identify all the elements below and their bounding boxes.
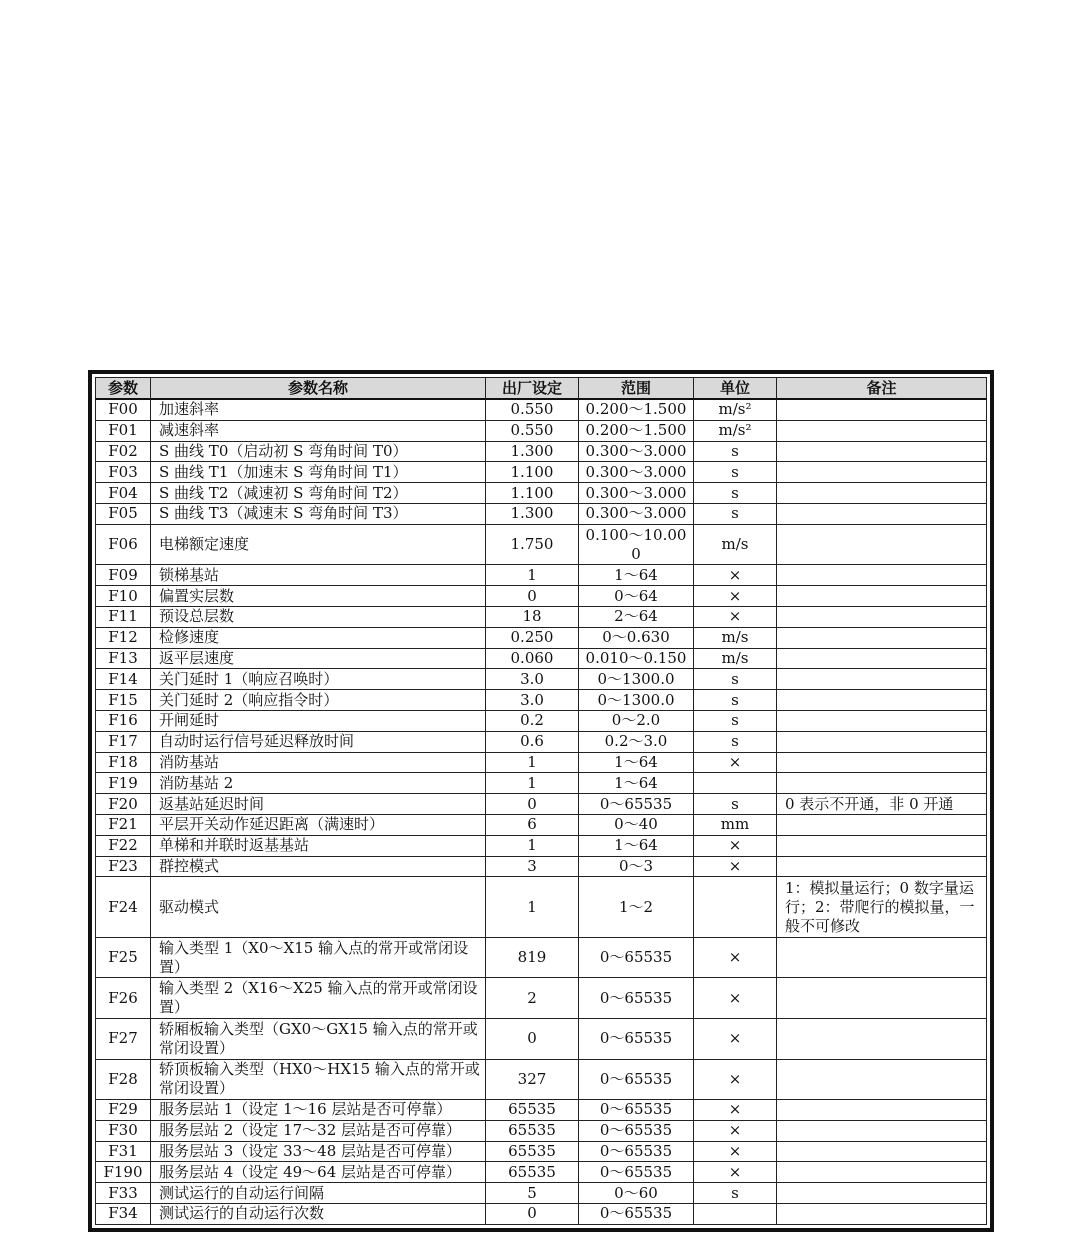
table-body xyxy=(96,399,987,1224)
param-name-cell: 轿顶板输入类型（HX0～HX15 输入点的常开或常闭设置） xyxy=(151,1059,486,1100)
param-code-cell: F03 xyxy=(96,462,151,483)
default-value-cell: 65535 xyxy=(486,1141,579,1162)
note-cell xyxy=(777,710,987,731)
range-cell: 0～0.630 xyxy=(579,627,694,648)
table-row xyxy=(96,483,987,504)
param-code-cell: F02 xyxy=(96,441,151,462)
range-cell: 0～65535 xyxy=(579,1162,694,1183)
note-cell xyxy=(777,814,987,835)
param-name-cell: 电梯额定速度 xyxy=(151,524,486,565)
table-row xyxy=(96,606,987,627)
param-code-cell: F00 xyxy=(96,399,151,420)
param-code-cell: F09 xyxy=(96,565,151,586)
param-name-cell: 返基站延迟时间 xyxy=(151,794,486,815)
note-cell xyxy=(777,669,987,690)
unit-cell: s xyxy=(694,503,777,524)
table-row xyxy=(96,731,987,752)
default-value-cell: 3.0 xyxy=(486,690,579,711)
table-row xyxy=(96,794,987,815)
unit-cell xyxy=(694,1204,777,1225)
range-cell: 0.300～3.000 xyxy=(579,483,694,504)
range-cell: 0～65535 xyxy=(579,794,694,815)
param-code-cell: F12 xyxy=(96,627,151,648)
table-row xyxy=(96,669,987,690)
range-cell: 0～65535 xyxy=(579,1204,694,1225)
unit-cell: s xyxy=(694,731,777,752)
range-cell: 0～2.0 xyxy=(579,710,694,731)
param-code-cell: F25 xyxy=(96,937,151,978)
range-cell: 0～65535 xyxy=(579,1141,694,1162)
param-name-cell: 关门延时 2（响应指令时） xyxy=(151,690,486,711)
default-value-cell: 1 xyxy=(486,752,579,773)
range-cell: 0.300～3.000 xyxy=(579,462,694,483)
param-code-cell: F31 xyxy=(96,1141,151,1162)
param-code-cell: F27 xyxy=(96,1018,151,1059)
unit-cell: × xyxy=(694,978,777,1019)
unit-cell: m/s² xyxy=(694,399,777,420)
table-row xyxy=(96,420,987,441)
note-cell xyxy=(777,420,987,441)
default-value-cell: 1 xyxy=(486,565,579,586)
param-name-cell: S 曲线 T3（减速末 S 弯角时间 T3） xyxy=(151,503,486,524)
param-name-cell: 群控模式 xyxy=(151,856,486,877)
param-code-cell: F33 xyxy=(96,1183,151,1204)
range-cell: 0～64 xyxy=(579,586,694,607)
note-cell xyxy=(777,1162,987,1183)
header-unit: 单位 xyxy=(694,378,777,400)
header-range: 范围 xyxy=(579,378,694,400)
param-name-cell: 开闸延时 xyxy=(151,710,486,731)
table-row xyxy=(96,441,987,462)
default-value-cell: 0.2 xyxy=(486,710,579,731)
header-default: 出厂设定 xyxy=(486,378,579,400)
note-cell xyxy=(777,586,987,607)
param-name-cell: 服务层站 3（设定 33～48 层站是否可停靠） xyxy=(151,1141,486,1162)
table-row xyxy=(96,399,987,420)
unit-cell: × xyxy=(694,606,777,627)
param-code-cell: F14 xyxy=(96,669,151,690)
table-row xyxy=(96,1183,987,1204)
param-name-cell: 服务层站 4（设定 49～64 层站是否可停靠） xyxy=(151,1162,486,1183)
range-cell: 0～1300.0 xyxy=(579,690,694,711)
header-code: 参数 xyxy=(96,378,151,400)
param-code-cell: F28 xyxy=(96,1059,151,1100)
note-cell xyxy=(777,441,987,462)
param-name-cell: 检修速度 xyxy=(151,627,486,648)
note-cell xyxy=(777,1100,987,1121)
default-value-cell: 1 xyxy=(486,773,579,794)
table-row xyxy=(96,1120,987,1141)
default-value-cell: 327 xyxy=(486,1059,579,1100)
range-cell: 0～40 xyxy=(579,814,694,835)
parameter-table-frame xyxy=(88,370,994,1232)
unit-cell: × xyxy=(694,565,777,586)
param-code-cell: F04 xyxy=(96,483,151,504)
note-cell xyxy=(777,462,987,483)
param-name-cell: 服务层站 1（设定 1～16 层站是否可停靠） xyxy=(151,1100,486,1121)
param-name-cell: S 曲线 T2（减速初 S 弯角时间 T2） xyxy=(151,483,486,504)
note-cell xyxy=(777,1018,987,1059)
unit-cell: m/s xyxy=(694,524,777,565)
note-cell xyxy=(777,773,987,794)
default-value-cell: 2 xyxy=(486,978,579,1019)
note-cell xyxy=(777,627,987,648)
param-name-cell: 锁梯基站 xyxy=(151,565,486,586)
note-cell xyxy=(777,1059,987,1100)
note-cell xyxy=(777,690,987,711)
table-row xyxy=(96,648,987,669)
default-value-cell: 1.100 xyxy=(486,462,579,483)
table-row xyxy=(96,1141,987,1162)
default-value-cell: 65535 xyxy=(486,1162,579,1183)
table-row xyxy=(96,1100,987,1121)
table-row xyxy=(96,565,987,586)
table-row xyxy=(96,586,987,607)
range-cell: 0.300～3.000 xyxy=(579,503,694,524)
default-value-cell: 1 xyxy=(486,835,579,856)
unit-cell: × xyxy=(694,1018,777,1059)
default-value-cell: 819 xyxy=(486,937,579,978)
unit-cell: × xyxy=(694,1059,777,1100)
param-name-cell: 返平层速度 xyxy=(151,648,486,669)
note-cell xyxy=(777,399,987,420)
note-cell xyxy=(777,856,987,877)
unit-cell: s xyxy=(694,1183,777,1204)
param-code-cell: F16 xyxy=(96,710,151,731)
param-code-cell: F10 xyxy=(96,586,151,607)
param-name-cell: 轿厢板输入类型（GX0～GX15 输入点的常开或常闭设置） xyxy=(151,1018,486,1059)
param-code-cell: F18 xyxy=(96,752,151,773)
range-cell: 0～65535 xyxy=(579,1100,694,1121)
table-row xyxy=(96,710,987,731)
unit-cell xyxy=(694,877,777,937)
param-code-cell: F30 xyxy=(96,1120,151,1141)
param-name-cell: 输入类型 2（X16～X25 输入点的常开或常闭设置） xyxy=(151,978,486,1019)
range-cell: 1～64 xyxy=(579,773,694,794)
param-name-cell: 驱动模式 xyxy=(151,877,486,937)
default-value-cell: 1.100 xyxy=(486,483,579,504)
unit-cell: m/s xyxy=(694,648,777,669)
table-row xyxy=(96,752,987,773)
unit-cell: s xyxy=(694,462,777,483)
param-code-cell: F190 xyxy=(96,1162,151,1183)
default-value-cell: 18 xyxy=(486,606,579,627)
unit-cell: × xyxy=(694,1100,777,1121)
note-cell xyxy=(777,1204,987,1225)
param-code-cell: F13 xyxy=(96,648,151,669)
table-row xyxy=(96,835,987,856)
range-cell: 0～65535 xyxy=(579,978,694,1019)
default-value-cell: 1.750 xyxy=(486,524,579,565)
param-code-cell: F26 xyxy=(96,978,151,1019)
note-cell xyxy=(777,752,987,773)
param-code-cell: F23 xyxy=(96,856,151,877)
unit-cell: s xyxy=(694,669,777,690)
note-cell xyxy=(777,1120,987,1141)
table-row xyxy=(96,524,987,565)
table-row xyxy=(96,1018,987,1059)
header-note: 备注 xyxy=(777,378,987,400)
note-cell xyxy=(777,606,987,627)
param-code-cell: F34 xyxy=(96,1204,151,1225)
table-row xyxy=(96,462,987,483)
param-name-cell: 单梯和并联时返基基站 xyxy=(151,835,486,856)
unit-cell: m/s² xyxy=(694,420,777,441)
note-cell xyxy=(777,1141,987,1162)
range-cell: 0～65535 xyxy=(579,1120,694,1141)
range-cell: 2～64 xyxy=(579,606,694,627)
unit-cell xyxy=(694,773,777,794)
range-cell: 0.300～3.000 xyxy=(579,441,694,462)
unit-cell: × xyxy=(694,937,777,978)
param-name-cell: 平层开关动作延迟距离（满速时） xyxy=(151,814,486,835)
unit-cell: s xyxy=(694,794,777,815)
range-cell: 1～64 xyxy=(579,565,694,586)
default-value-cell: 65535 xyxy=(486,1100,579,1121)
param-code-cell: F24 xyxy=(96,877,151,937)
table-row xyxy=(96,937,987,978)
range-cell: 0～65535 xyxy=(579,1059,694,1100)
table-row xyxy=(96,856,987,877)
unit-cell: × xyxy=(694,1141,777,1162)
param-code-cell: F17 xyxy=(96,731,151,752)
range-cell: 0～65535 xyxy=(579,937,694,978)
param-name-cell: S 曲线 T0（启动初 S 弯角时间 T0） xyxy=(151,441,486,462)
note-cell xyxy=(777,835,987,856)
param-code-cell: F06 xyxy=(96,524,151,565)
param-name-cell: 偏置实层数 xyxy=(151,586,486,607)
default-value-cell: 65535 xyxy=(486,1120,579,1141)
note-cell xyxy=(777,648,987,669)
default-value-cell: 1 xyxy=(486,877,579,937)
param-name-cell: 消防基站 2 xyxy=(151,773,486,794)
param-code-cell: F05 xyxy=(96,503,151,524)
default-value-cell: 1.300 xyxy=(486,441,579,462)
note-cell xyxy=(777,503,987,524)
param-name-cell: 预设总层数 xyxy=(151,606,486,627)
unit-cell: s xyxy=(694,710,777,731)
range-cell: 1～64 xyxy=(579,835,694,856)
param-code-cell: F15 xyxy=(96,690,151,711)
note-cell: 0 表示不开通，非 0 开通 xyxy=(777,794,987,815)
table-row xyxy=(96,1059,987,1100)
param-code-cell: F29 xyxy=(96,1100,151,1121)
default-value-cell: 0.6 xyxy=(486,731,579,752)
unit-cell: m/s xyxy=(694,627,777,648)
unit-cell: s xyxy=(694,690,777,711)
range-cell: 0.200～1.500 xyxy=(579,420,694,441)
range-cell: 1～64 xyxy=(579,752,694,773)
unit-cell: × xyxy=(694,752,777,773)
param-name-cell: 测试运行的自动运行次数 xyxy=(151,1204,486,1225)
table-row xyxy=(96,814,987,835)
table-header-row xyxy=(96,378,987,400)
default-value-cell: 5 xyxy=(486,1183,579,1204)
param-name-cell: 消防基站 xyxy=(151,752,486,773)
default-value-cell: 0 xyxy=(486,586,579,607)
param-code-cell: F19 xyxy=(96,773,151,794)
default-value-cell: 6 xyxy=(486,814,579,835)
header-name: 参数名称 xyxy=(151,378,486,400)
range-cell: 0.010～0.150 xyxy=(579,648,694,669)
parameter-table xyxy=(95,377,987,1225)
unit-cell: × xyxy=(694,1162,777,1183)
param-code-cell: F01 xyxy=(96,420,151,441)
table-row xyxy=(96,1162,987,1183)
default-value-cell: 0 xyxy=(486,1204,579,1225)
table-row xyxy=(96,773,987,794)
range-cell: 0～65535 xyxy=(579,1018,694,1059)
note-cell xyxy=(777,937,987,978)
param-code-cell: F11 xyxy=(96,606,151,627)
unit-cell: × xyxy=(694,856,777,877)
table-row xyxy=(96,978,987,1019)
default-value-cell: 0.250 xyxy=(486,627,579,648)
unit-cell: mm xyxy=(694,814,777,835)
note-cell: 1：模拟量运行；0 数字量运行；2：带爬行的模拟量，一般不可修改 xyxy=(777,877,987,937)
range-cell: 0～60 xyxy=(579,1183,694,1204)
param-name-cell: S 曲线 T1（加速末 S 弯角时间 T1） xyxy=(151,462,486,483)
default-value-cell: 0 xyxy=(486,794,579,815)
default-value-cell: 3.0 xyxy=(486,669,579,690)
table-row xyxy=(96,627,987,648)
range-cell: 0～1300.0 xyxy=(579,669,694,690)
default-value-cell: 0.550 xyxy=(486,420,579,441)
param-name-cell: 输入类型 1（X0～X15 输入点的常开或常闭设置） xyxy=(151,937,486,978)
note-cell xyxy=(777,1183,987,1204)
note-cell xyxy=(777,731,987,752)
param-name-cell: 服务层站 2（设定 17～32 层站是否可停靠） xyxy=(151,1120,486,1141)
table-row xyxy=(96,877,987,937)
param-name-cell: 关门延时 1（响应召唤时） xyxy=(151,669,486,690)
range-cell: 0.100～10.000 xyxy=(579,524,694,565)
default-value-cell: 3 xyxy=(486,856,579,877)
table-row xyxy=(96,503,987,524)
note-cell xyxy=(777,978,987,1019)
param-name-cell: 自动时运行信号延迟释放时间 xyxy=(151,731,486,752)
param-name-cell: 加速斜率 xyxy=(151,399,486,420)
range-cell: 0.2～3.0 xyxy=(579,731,694,752)
param-name-cell: 减速斜率 xyxy=(151,420,486,441)
unit-cell: s xyxy=(694,483,777,504)
note-cell xyxy=(777,524,987,565)
param-code-cell: F20 xyxy=(96,794,151,815)
unit-cell: s xyxy=(694,441,777,462)
default-value-cell: 0.060 xyxy=(486,648,579,669)
unit-cell: × xyxy=(694,835,777,856)
param-name-cell: 测试运行的自动运行间隔 xyxy=(151,1183,486,1204)
range-cell: 1～2 xyxy=(579,877,694,937)
range-cell: 0～3 xyxy=(579,856,694,877)
param-code-cell: F22 xyxy=(96,835,151,856)
unit-cell: × xyxy=(694,586,777,607)
table-row xyxy=(96,1204,987,1225)
note-cell xyxy=(777,565,987,586)
default-value-cell: 0 xyxy=(486,1018,579,1059)
note-cell xyxy=(777,483,987,504)
param-code-cell: F21 xyxy=(96,814,151,835)
table-row xyxy=(96,690,987,711)
default-value-cell: 0.550 xyxy=(486,399,579,420)
unit-cell: × xyxy=(694,1120,777,1141)
range-cell: 0.200～1.500 xyxy=(579,399,694,420)
default-value-cell: 1.300 xyxy=(486,503,579,524)
